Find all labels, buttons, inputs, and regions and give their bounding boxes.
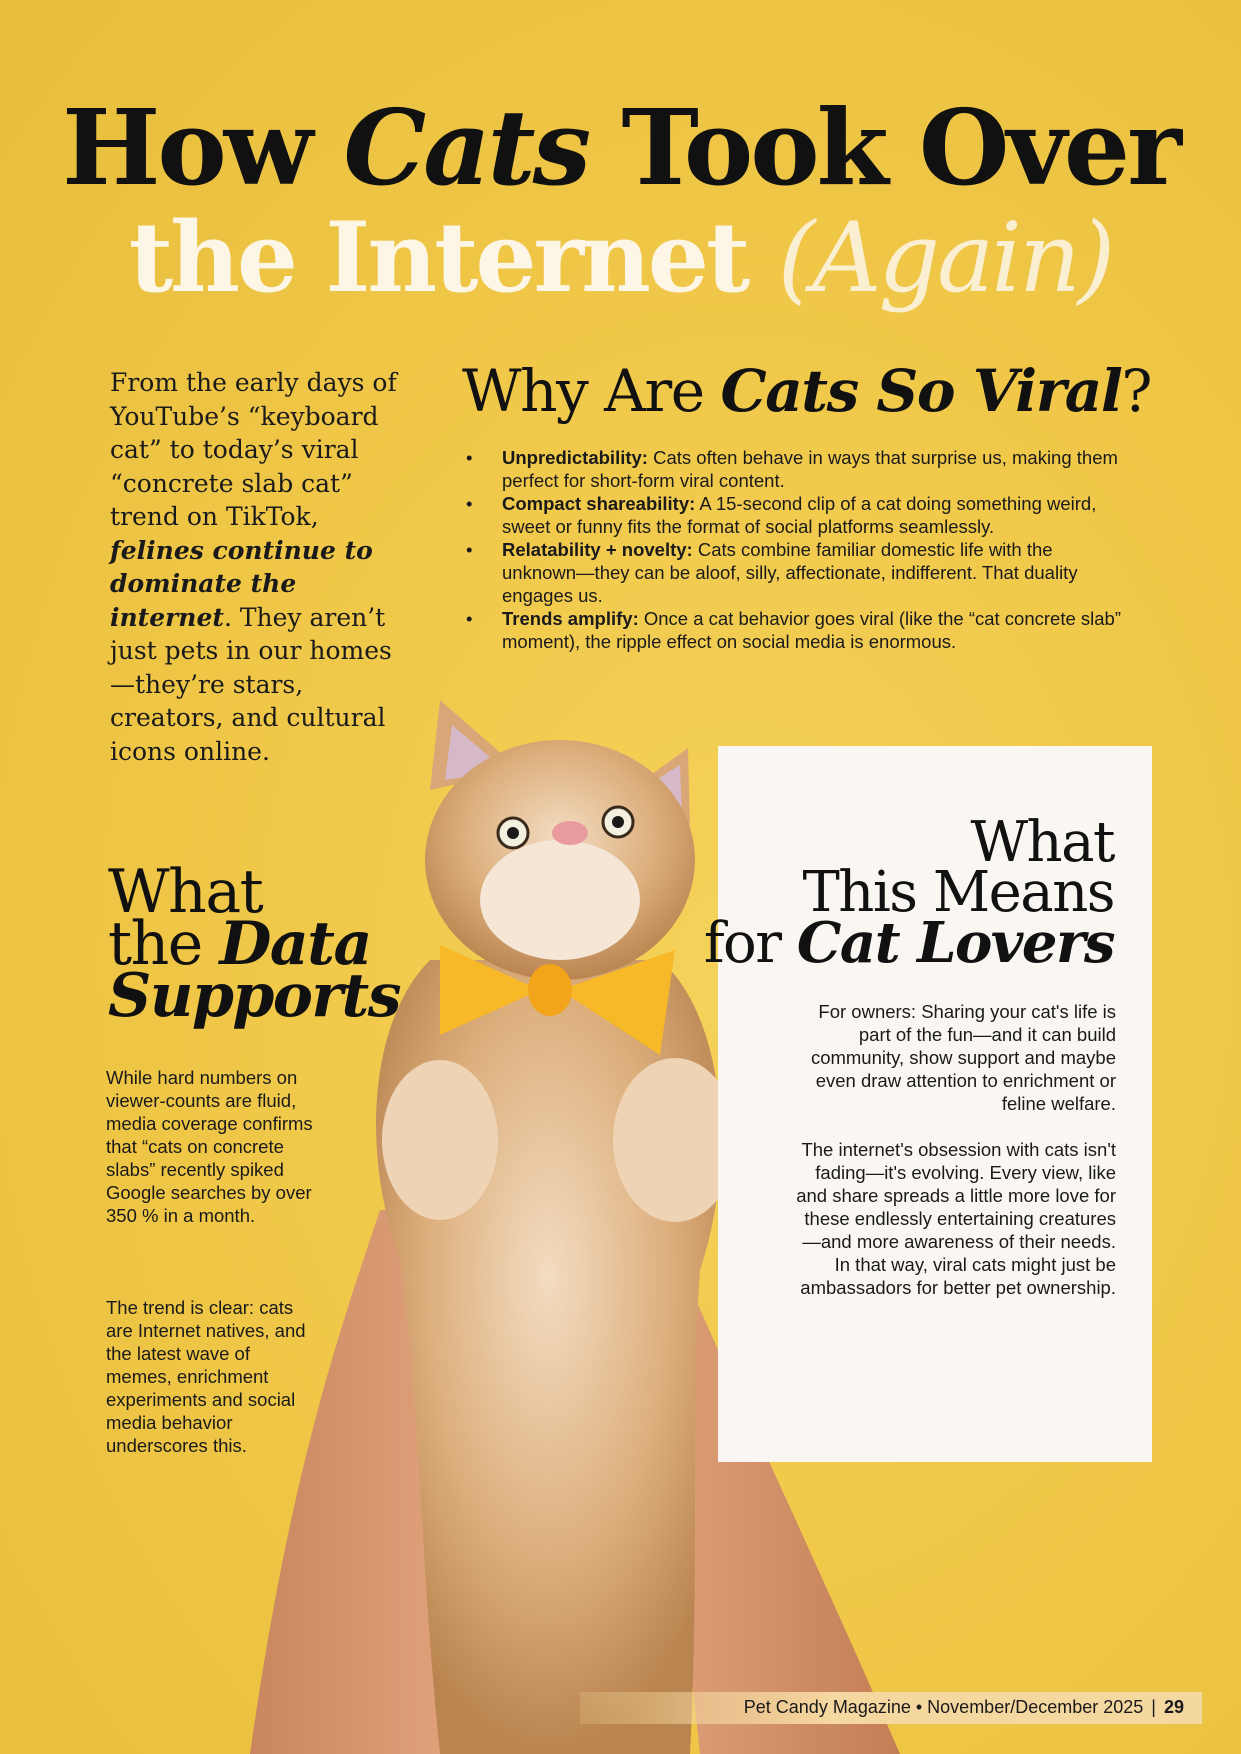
intro-emphasis: felines continue to dominate the internet (110, 535, 373, 632)
heading-text: What (970, 810, 1114, 875)
list-item-text: A 15-second clip of a cat doing something weird, sweet or funny fits the format of social platforms seamlessly. (502, 493, 1097, 537)
heading-emphasis: Cats So Viral (720, 357, 1122, 425)
page-title-line-2 (0, 201, 1241, 314)
heading-text: ? (1121, 357, 1151, 425)
cat-lovers-heading (703, 810, 1114, 976)
heading-emphasis: Supports (108, 961, 400, 1031)
list-item-term: Relatability + novelty: (502, 539, 693, 560)
page-number: 29 (1163, 1697, 1184, 1717)
data-paragraph-2: The trend is clear: cats are Internet natives, and the latest wave of memes, enrichment experiments and social media behavior underscores this. (106, 1297, 306, 1456)
title-text: Took Over (588, 86, 1179, 209)
list-item-text: Once a cat behavior goes viral (like the “cat concrete slab” moment), the ripple effect on social media is enormous. (502, 608, 1121, 652)
heading-text: the (108, 909, 220, 979)
list-item-term: Trends amplify: (502, 608, 639, 629)
heading-text: for (703, 911, 797, 976)
list-item-term: Compact shareability: (502, 493, 696, 514)
list-item-term: Unpredictability: (502, 447, 648, 468)
list-item (462, 607, 1122, 653)
page-title-line-1 (0, 86, 1241, 209)
heading-text: This Means (802, 860, 1114, 925)
list-item (462, 538, 1122, 607)
list-item-text: Cats combine familiar domestic life with the unknown—they can be aloof, silly, affectionate, indifferent. That duality engages us. (502, 539, 1078, 606)
title-emphasis: (Again) (777, 202, 1113, 314)
cat-lovers-paragraph-2: The internet's obsession with cats isn't fading—it's evolving. Every view, like and share spreads a little more love for these endlessly entertaining creatures—and more awareness of their needs. In that way, viral cats might just be ambassadors for better pet ownership. (796, 1139, 1116, 1298)
page-footer (580, 1692, 1202, 1724)
title-emphasis: Cats (343, 86, 589, 209)
left-paw (382, 1060, 498, 1220)
heading-text: What (108, 857, 263, 927)
footer-text (744, 1697, 1184, 1718)
publication-info: Pet Candy Magazine • November/December 2025 (743, 1697, 1144, 1717)
cat-lovers-box (703, 746, 1152, 1462)
title-text: the Internet (128, 201, 778, 314)
why-viral-list (462, 446, 1122, 653)
why-viral-heading (462, 357, 1202, 425)
footer-separator: | (1151, 1697, 1156, 1717)
title-text: How (62, 86, 344, 209)
data-paragraph-1: While hard numbers on viewer-counts are fluid, media coverage confirms that “cats on concrete slabs” recently spiked Google searches by over 350 % in a month. (106, 1067, 313, 1226)
heading-emphasis: Cat Lovers (796, 910, 1114, 976)
list-item (462, 492, 1122, 538)
list-item (462, 446, 1122, 492)
intro-text: From the early days of YouTube’s “keyboard cat” to today’s viral “concrete slab cat” trend on TikTok, (110, 368, 397, 531)
heading-text: Why Are (462, 357, 721, 425)
list-item-text: Cats often behave in ways that surprise us, making them perfect for short-form viral content. (502, 447, 1118, 491)
cat-lovers-paragraph-1: For owners: Sharing your cat's life is part of the fun—and it can build community, show support and maybe even draw attention to enrichment or feline welfare. (810, 1001, 1116, 1114)
heading-emphasis: Data (219, 909, 371, 979)
intro-text: . They aren’t just pets in our homes—they’re stars, creators, and cultural icons online. (110, 602, 392, 766)
data-supports-heading (108, 857, 428, 1031)
